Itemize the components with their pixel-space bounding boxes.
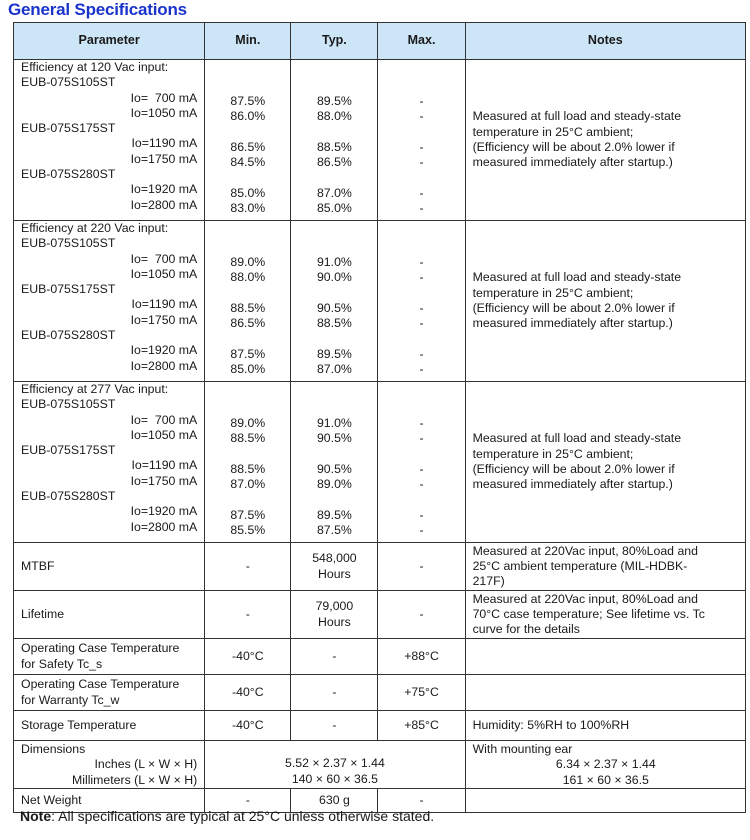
max-value: - bbox=[419, 301, 424, 315]
typ-value: 89.5% bbox=[316, 346, 352, 361]
io-label: Io= 700 mA bbox=[130, 412, 198, 427]
typ-cell: 548,000 Hours bbox=[291, 543, 378, 591]
io-label: Io=1190 mA bbox=[131, 458, 198, 473]
max-value: - bbox=[419, 155, 424, 170]
typ-cell: - bbox=[291, 675, 378, 711]
max-cell: - bbox=[378, 543, 465, 591]
model-name: EUB-075S280ST bbox=[21, 167, 116, 182]
header-notes: Notes bbox=[465, 23, 745, 60]
min-value: 88.5% bbox=[230, 301, 266, 315]
table-row-mtbf bbox=[14, 543, 746, 591]
param-cell: Operating Case Temperature for Safety Tc_s bbox=[14, 639, 205, 675]
max-value: - bbox=[419, 523, 424, 538]
typ-value: 88.0% bbox=[316, 109, 352, 124]
param-cell: Operating Case Temperature for Warranty Tc_w bbox=[14, 675, 205, 711]
max-value: - bbox=[419, 140, 424, 154]
param-cell: Efficiency at 120 Vac input: EUB-075S105ST Io= 700 mA Io=1050 mA EUB-075S175ST Io=1190 mA Io=1750 mA EUB-075S280ST Io=1920 mA Io=2800 mA bbox=[14, 60, 205, 221]
typ-cell bbox=[291, 60, 378, 221]
typ-cell: 79,000 Hours bbox=[291, 591, 378, 639]
io-label: Io=1190 mA bbox=[131, 136, 198, 151]
general-specifications-table bbox=[13, 22, 746, 813]
max-cell: - bbox=[378, 788, 465, 812]
notes-cell bbox=[465, 675, 745, 711]
typ-value: 91.0% bbox=[316, 416, 352, 431]
io-label: Io= 700 mA bbox=[130, 251, 198, 266]
max-cell bbox=[378, 382, 465, 543]
typ-value: 89.0% bbox=[316, 477, 352, 492]
max-cell: +75°C bbox=[378, 675, 465, 711]
param-cell: Dimensions Inches (L × W × H) Millimeters (L × W × H) bbox=[14, 741, 205, 789]
notes-cell: Measured at 220Vac input, 80%Load and 25°C ambient temperature (MIL-HDBK- 217F) bbox=[465, 543, 745, 591]
param-cell: Efficiency at 220 Vac input: EUB-075S105ST Io= 700 mA Io=1050 mA EUB-075S175ST Io=1190 mA Io=1750 mA EUB-075S280ST Io=1920 mA Io=2800 mA bbox=[14, 221, 205, 382]
max-value: - bbox=[419, 362, 424, 377]
min-value: 83.0% bbox=[230, 201, 266, 216]
min-value: 85.0% bbox=[230, 362, 266, 377]
max-value: - bbox=[419, 94, 424, 109]
max-value: - bbox=[419, 109, 424, 124]
header-typ: Typ. bbox=[291, 23, 378, 60]
io-label: Io=2800 mA bbox=[130, 358, 198, 373]
io-label: Io=1190 mA bbox=[131, 297, 198, 312]
max-value: - bbox=[419, 201, 424, 216]
table-row-efficiency bbox=[14, 221, 746, 382]
min-value: 89.0% bbox=[230, 416, 266, 431]
typ-value: 86.5% bbox=[316, 155, 352, 170]
header-max: Max. bbox=[378, 23, 465, 60]
param-label: Lifetime bbox=[21, 606, 65, 621]
header-parameter: Parameter bbox=[14, 23, 205, 60]
typ-value: 90.5% bbox=[316, 431, 352, 446]
notes-cell: Measured at full load and steady-state temperature in 25°C ambient; (Efficiency will be about 2.0% lower if measured immediately after startup.) bbox=[465, 60, 745, 221]
typ-value: 91.0% bbox=[316, 255, 352, 270]
typ-value: 89.5% bbox=[316, 507, 352, 522]
min-value: 84.5% bbox=[230, 155, 266, 170]
footnote bbox=[20, 808, 434, 824]
notes-cell: With mounting ear 6.34 × 2.37 × 1.44 161 × 60 × 36.5 bbox=[465, 741, 745, 789]
table-row-op-temp-safety bbox=[14, 639, 746, 675]
param-cell bbox=[14, 591, 205, 639]
max-value: - bbox=[419, 270, 424, 285]
model-name: EUB-075S280ST bbox=[21, 328, 116, 343]
io-label: Io=1920 mA bbox=[130, 343, 198, 358]
typ-cell: 630 g bbox=[291, 788, 378, 812]
notes-cell bbox=[465, 788, 745, 812]
min-cell bbox=[205, 382, 291, 543]
io-label: Io=1920 mA bbox=[130, 182, 198, 197]
min-value: 89.0% bbox=[230, 255, 266, 270]
typ-cell bbox=[291, 382, 378, 543]
min-value: 86.5% bbox=[230, 140, 266, 154]
max-cell: - bbox=[378, 591, 465, 639]
model-name: EUB-075S175ST bbox=[21, 282, 116, 297]
param-cell: Efficiency at 277 Vac input: EUB-075S105ST Io= 700 mA Io=1050 mA EUB-075S175ST Io=1190 mA Io=1750 mA EUB-075S280ST Io=1920 mA Io=2800 mA bbox=[14, 382, 205, 543]
model-name: EUB-075S175ST bbox=[21, 443, 116, 458]
io-label: Io=1050 mA bbox=[130, 105, 198, 120]
min-value: 88.5% bbox=[230, 431, 266, 446]
footnote-text: : All specifications are typical at 25°C unless otherwise stated. bbox=[51, 808, 435, 824]
io-label: Io= 700 mA bbox=[130, 90, 198, 105]
min-cell: - bbox=[205, 591, 291, 639]
header-row bbox=[14, 23, 746, 60]
max-cell bbox=[378, 221, 465, 382]
dimensions-value-cell: 5.52 × 2.37 × 1.44 140 × 60 × 36.5 bbox=[205, 741, 465, 789]
typ-value: 90.0% bbox=[316, 270, 352, 285]
typ-value: 89.5% bbox=[316, 94, 352, 109]
min-value: 87.5% bbox=[230, 346, 266, 361]
min-cell bbox=[205, 60, 291, 221]
min-value: 85.5% bbox=[230, 523, 266, 538]
typ-value: 87.0% bbox=[316, 362, 352, 377]
header-min: Min. bbox=[205, 23, 291, 60]
min-value: 88.5% bbox=[230, 462, 266, 476]
typ-value: 88.5% bbox=[316, 316, 352, 331]
typ-value: 87.0% bbox=[316, 185, 352, 200]
max-value: - bbox=[419, 316, 424, 331]
typ-value: 85.0% bbox=[316, 201, 352, 216]
min-cell: -40°C bbox=[205, 675, 291, 711]
notes-cell: Humidity: 5%RH to 100%RH bbox=[465, 711, 745, 741]
model-name: EUB-075S105ST bbox=[21, 236, 116, 251]
max-value: - bbox=[419, 346, 424, 361]
table-row-lifetime bbox=[14, 591, 746, 639]
io-label: Io=1750 mA bbox=[130, 473, 198, 488]
min-value: 88.0% bbox=[230, 270, 266, 285]
min-value: 86.5% bbox=[230, 316, 266, 331]
notes-cell: Measured at full load and steady-state temperature in 25°C ambient; (Efficiency will be about 2.0% lower if measured immediately after startup.) bbox=[465, 382, 745, 543]
max-cell: +88°C bbox=[378, 639, 465, 675]
max-cell: +85°C bbox=[378, 711, 465, 741]
max-value: - bbox=[419, 185, 424, 200]
min-value: 87.5% bbox=[230, 507, 266, 522]
table-row-efficiency bbox=[14, 382, 746, 543]
model-name: EUB-075S280ST bbox=[21, 489, 116, 504]
table-row-efficiency bbox=[14, 60, 746, 221]
max-value: - bbox=[419, 462, 424, 476]
model-name: EUB-075S175ST bbox=[21, 121, 116, 136]
io-label: Io=1050 mA bbox=[130, 266, 198, 281]
max-value: - bbox=[419, 477, 424, 492]
io-label: Io=2800 mA bbox=[130, 197, 198, 212]
param-label: MTBF bbox=[21, 558, 55, 573]
max-cell bbox=[378, 60, 465, 221]
typ-cell: - bbox=[291, 711, 378, 741]
notes-cell: Measured at full load and steady-state temperature in 25°C ambient; (Efficiency will be about 2.0% lower if measured immediately after startup.) bbox=[465, 221, 745, 382]
max-value: - bbox=[419, 416, 424, 431]
min-cell bbox=[205, 221, 291, 382]
param-cell bbox=[14, 543, 205, 591]
footnote-label: Note bbox=[20, 808, 52, 824]
param-cell: Net Weight bbox=[14, 788, 205, 812]
typ-value: 87.5% bbox=[316, 523, 352, 538]
min-value: 87.0% bbox=[230, 477, 266, 492]
min-cell: -40°C bbox=[205, 711, 291, 741]
table-row-op-temp-warranty bbox=[14, 675, 746, 711]
table-row-dimensions bbox=[14, 741, 746, 789]
notes-cell: Measured at 220Vac input, 80%Load and 70°C case temperature; See lifetime vs. Tc curve for the details bbox=[465, 591, 745, 639]
max-value: - bbox=[419, 255, 424, 270]
typ-cell: - bbox=[291, 639, 378, 675]
page-title: General Specifications bbox=[8, 0, 187, 19]
typ-value: 88.5% bbox=[316, 140, 352, 154]
model-name: EUB-075S105ST bbox=[21, 397, 116, 412]
notes-cell bbox=[465, 639, 745, 675]
io-label: Io=1920 mA bbox=[130, 504, 198, 519]
min-value: 86.0% bbox=[230, 109, 266, 124]
model-name: EUB-075S105ST bbox=[21, 75, 116, 90]
io-label: Io=1750 mA bbox=[130, 312, 198, 327]
io-label: Io=1750 mA bbox=[130, 151, 198, 166]
io-label: Io=1050 mA bbox=[130, 427, 198, 442]
max-value: - bbox=[419, 507, 424, 522]
min-value: 87.5% bbox=[230, 94, 266, 109]
typ-value: 90.5% bbox=[316, 301, 352, 315]
typ-cell bbox=[291, 221, 378, 382]
max-value: - bbox=[419, 431, 424, 446]
param-cell: Storage Temperature bbox=[14, 711, 205, 741]
min-cell: -40°C bbox=[205, 639, 291, 675]
typ-value: 90.5% bbox=[316, 462, 352, 476]
table-row-storage-temp bbox=[14, 711, 746, 741]
min-value: 85.0% bbox=[230, 185, 266, 200]
min-cell: - bbox=[205, 543, 291, 591]
io-label: Io=2800 mA bbox=[130, 519, 198, 534]
min-cell: - bbox=[205, 788, 291, 812]
